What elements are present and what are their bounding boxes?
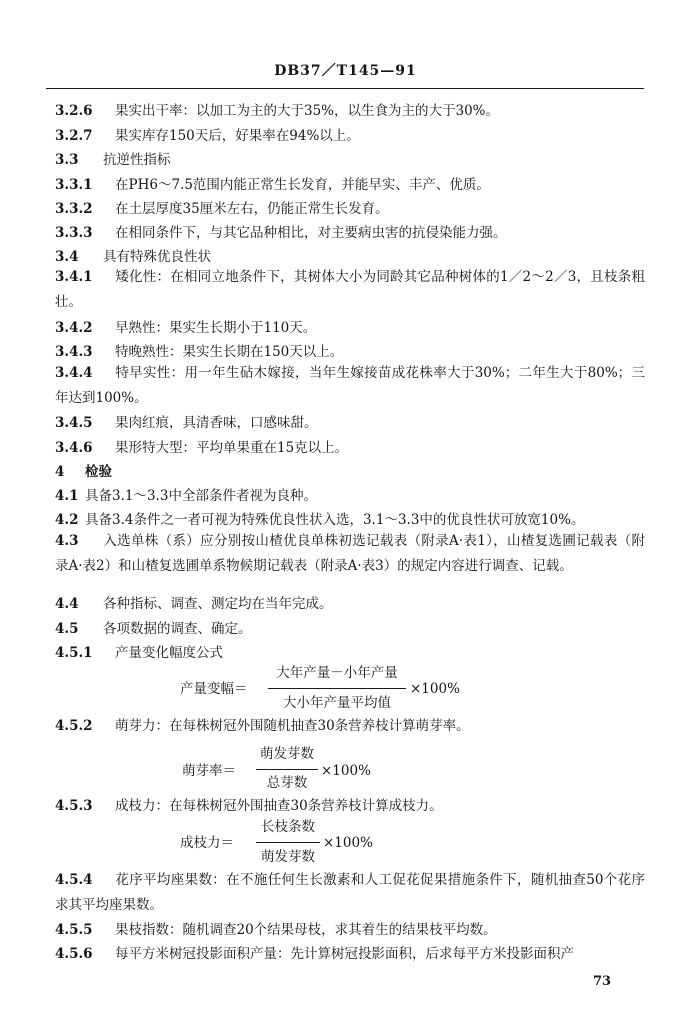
sprout-formula-numerator: 萌发芽数 <box>260 746 314 762</box>
clause-4-4: 4.4 各种指标、调查、测定均在当年完成。 <box>55 596 333 612</box>
page-number: 73 <box>593 974 612 989</box>
clause-4-5-2: 4.5.2 萌芽力：在每株树冠外围随机抽查30条营养枝计算萌芽率。 <box>55 718 470 734</box>
clause-4-5: 4.5 各项数据的调查、确定。 <box>55 621 252 637</box>
branch-formula-factor: ×100% <box>323 835 373 851</box>
yield-formula-factor: ×100% <box>410 681 460 697</box>
clause-3-4-3: 3.4.3 特晚熟性：果实生长期在150天以上。 <box>55 344 344 360</box>
clause-4-5-3: 4.5.3 成枝力：在每株树冠外围抽查30条营养枝计算成枝力。 <box>55 798 443 814</box>
clause-3-3-3: 3.3.3 在相同条件下，与其它品种相比，对主要病虫害的抗侵染能力强。 <box>55 225 507 241</box>
section-3-4: 3.4 具有特殊优良性状 <box>55 249 211 265</box>
yield-formula-denominator: 大小年产量平均值 <box>283 695 391 711</box>
yield-formula-bar <box>268 688 406 689</box>
clause-4-2: 4.2 具备3.4条件之一者可视为特殊优良性状入选，3.1～3.3中的优良性状可放宽10%。 <box>55 512 585 528</box>
clause-4-3: 4.3 入选单株（系）应分别按山楂优良单株初选记载表（附录A·表1），山楂复选圃记载表（附录A·表2）和山楂复选圃单系物候期记载表（附录A·表3）的规定内容进行调查、记载。 <box>55 533 645 574</box>
clause-3-3-2: 3.3.2 在土层厚度35厘米左右，仍能正常生长发育。 <box>55 201 389 217</box>
clause-4-5-5: 4.5.5 果枝指数：随机调查20个结果母枝，求其着生的结果枝平均数。 <box>55 922 497 938</box>
yield-formula-numerator: 大年产量－小年产量 <box>276 665 398 681</box>
clause-3-4-4: 3.4.4 特早实性：用一年生砧木嫁接，当年生嫁接苗成花株率大于30%；二年生大于80%；三年达到100%。 <box>55 365 645 406</box>
header-rule <box>46 88 644 89</box>
document-header: DB37／T145—91 <box>274 63 417 79</box>
clause-3-2-7: 3.2.7 果实库存150天后，好果率在94%以上。 <box>55 128 360 144</box>
clause-4-1: 4.1 具备3.1～3.3中全部条件者视为良种。 <box>55 488 317 504</box>
sprout-formula-denominator: 总芽数 <box>266 775 308 791</box>
clause-4-5-4: 4.5.4 花序平均座果数：在不施任何生长激素和人工促花促果措施条件下，随机抽查50个花序求其平均座果数。 <box>55 872 645 913</box>
sprout-formula-lhs: 萌芽率＝ <box>182 763 236 779</box>
section-4: 4 检验 <box>55 464 112 480</box>
clause-3-4-5: 3.4.5 果肉红痕，具清香味，口感味甜。 <box>55 415 318 431</box>
clause-4-5-6: 4.5.6 每平方米树冠投影面积产量：先计算树冠投影面积，后求每平方米投影面积产 <box>55 946 574 962</box>
branch-formula-lhs: 成枝力＝ <box>180 835 234 851</box>
branch-formula-denominator: 萌发芽数 <box>261 849 315 865</box>
clause-3-4-2: 3.4.2 早熟性：果实生长期小于110天。 <box>55 320 317 336</box>
sprout-formula-factor: ×100% <box>321 763 371 779</box>
section-3-3: 3.3 抗逆性指标 <box>55 152 171 168</box>
branch-formula-numerator: 长枝条数 <box>261 819 315 835</box>
sprout-formula-bar <box>256 769 318 770</box>
branch-formula-bar <box>256 842 320 843</box>
clause-3-4-1: 3.4.1 矮化性：在相同立地条件下，其树体大小为同龄其它品种树体的1／2～2／3，且枝条粗壮。 <box>55 269 645 310</box>
clause-3-4-6: 3.4.6 果形特大型：平均单果重在15克以上。 <box>55 440 349 456</box>
clause-3-2-6: 3.2.6 果实出干率：以加工为主的大于35%，以生食为主的大于30%。 <box>55 103 500 119</box>
yield-formula-lhs: 产量变幅＝ <box>180 681 248 697</box>
clause-3-3-1: 3.3.1 在PH6～7.5范围内能正常生长发育，并能早实、丰产、优质。 <box>55 177 490 193</box>
clause-4-5-1: 4.5.1 产量变化幅度公式 <box>55 645 223 661</box>
